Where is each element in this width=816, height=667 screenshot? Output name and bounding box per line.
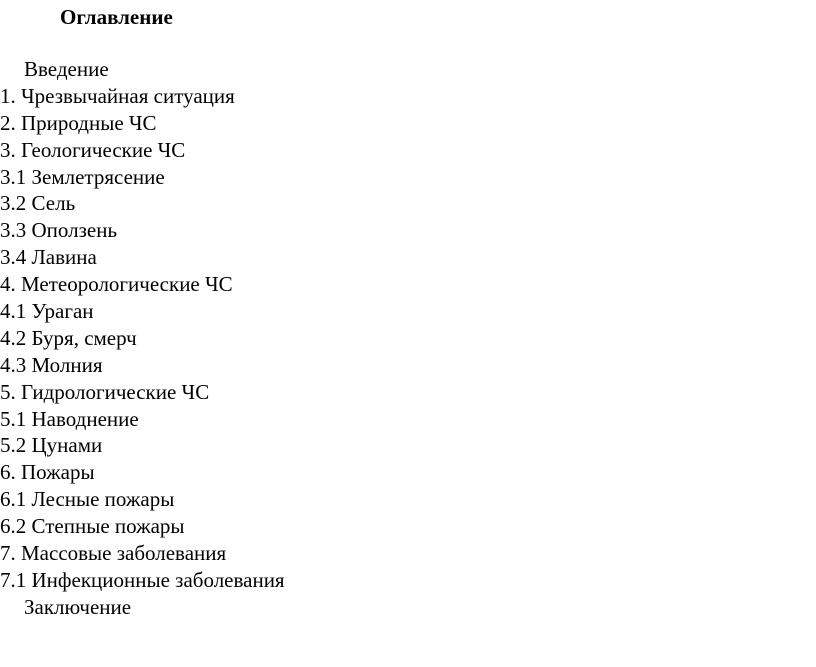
- page-title: Оглавление: [60, 5, 173, 29]
- toc-item: 3. Геологические ЧС: [0, 137, 186, 162]
- toc-item: 5.2 Цунами: [0, 433, 103, 458]
- toc-item-introduction: Введение: [24, 57, 109, 81]
- toc-item: 7.1 Инфекционные заболевания: [0, 567, 285, 592]
- toc-item: 3.1 Землетрясение: [0, 164, 165, 189]
- toc-item: 5.1 Наводнение: [0, 406, 139, 431]
- toc-item: 1. Чрезвычайная ситуация: [0, 83, 235, 108]
- toc-item: 2. Природные ЧС: [0, 110, 157, 135]
- table-of-contents: [0, 56, 285, 621]
- toc-item: 4.1 Ураган: [0, 299, 94, 324]
- toc-item: 3.2 Сель: [0, 191, 76, 216]
- toc-item: 4.3 Молния: [0, 352, 103, 377]
- toc-item-conclusion: Заключение: [24, 594, 132, 619]
- toc-item: 5. Гидрологические ЧС: [0, 379, 210, 404]
- toc-item: 4.2 Буря, смерч: [0, 325, 137, 350]
- toc-item: 4. Метеорологические ЧС: [0, 272, 233, 297]
- toc-item: 6. Пожары: [0, 460, 95, 485]
- toc-item: 6.1 Лесные пожары: [0, 487, 175, 512]
- toc-item: 6.2 Степные пожары: [0, 514, 185, 539]
- toc-item: 3.3 Оползень: [0, 218, 118, 243]
- toc-item: 3.4 Лавина: [0, 245, 97, 270]
- toc-item: 7. Массовые заболевания: [0, 541, 227, 566]
